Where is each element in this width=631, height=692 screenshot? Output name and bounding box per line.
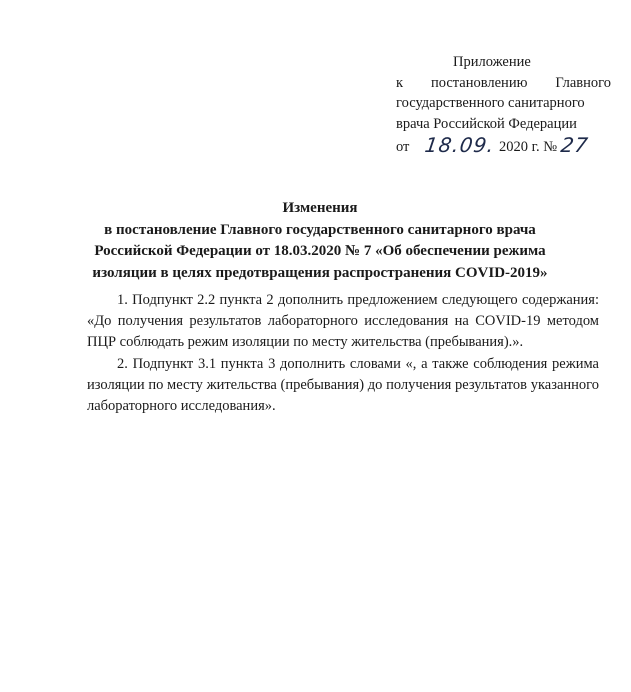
appendix-line-3: врача Российской Федерации [396,115,577,132]
document-heading: Изменения [282,200,358,216]
document-title-block [60,198,580,284]
document-title-line: Российской Федерации от 18.03.2020 № 7 «Об обеспечении режима [94,243,546,259]
handwritten-date: 18.09. [423,133,497,157]
paragraph-1: 1. Подпункт 2.2 пункта 2 дополнить предложением следующего содержания: «До получения результатов лабораторного исследования на COVID-19 методом ПЦР соблюдать режим изоляции по месту жительства (пребывания).». [87,292,599,350]
appendix-title: Приложение [453,54,531,70]
appendix-block [396,52,611,158]
handwritten-number: 27 [559,133,591,157]
document-title-line: изоляции в целях предотвращения распространения COVID-2019» [92,264,548,281]
document-body [87,290,599,419]
date-prefix: от [396,139,410,155]
appendix-line-1: к постановлению Главного [396,74,611,91]
paragraph-2: 2. Подпункт 3.1 пункта 3 дополнить словами «, а также соблюдения режима изоляции по месту жительства (пребывания) до получения результатов указанного лабораторного исследования». [87,356,599,414]
date-year: 2020 г. № [499,139,558,155]
document-title-line: в постановление Главного государственного санитарного врача [104,221,536,238]
appendix-line-2: государственного санитарного [396,95,585,111]
appendix-date-line [396,134,611,158]
